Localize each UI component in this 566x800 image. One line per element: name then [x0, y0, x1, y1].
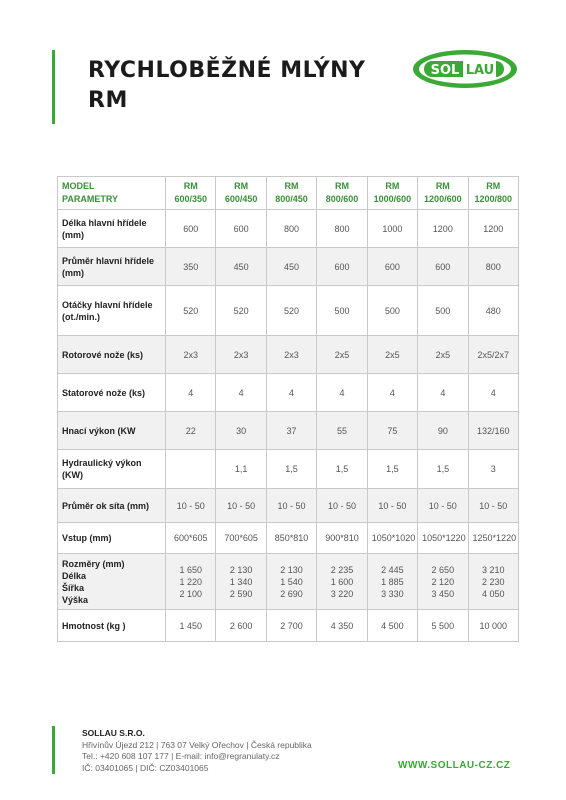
table-cell: 2x3: [266, 336, 316, 374]
table-cell: 700*605: [216, 523, 266, 554]
table-cell: 10 - 50: [216, 489, 266, 523]
table-cell: 450: [266, 248, 316, 286]
table-cell: 520: [216, 286, 266, 336]
table-cell: 10 - 50: [367, 489, 417, 523]
model-header: RM 600/350: [166, 177, 216, 210]
table-cell: 2x3: [166, 336, 216, 374]
table-cell: 1050*1220: [418, 523, 468, 554]
table-cell: 520: [166, 286, 216, 336]
table-cell: 1000: [367, 210, 417, 248]
table-cell: 55: [317, 412, 367, 450]
table-row: [58, 336, 519, 374]
table-cell: 600: [317, 248, 367, 286]
table-cell: 800: [266, 210, 316, 248]
table-cell: 600: [367, 248, 417, 286]
row-label: Hydraulický výkon (KW): [58, 450, 166, 489]
table-row: [58, 210, 519, 248]
table-cell: 850*810: [266, 523, 316, 554]
dimensions-cell: 2 130 1 340 2 590: [216, 554, 266, 610]
table-cell: 4: [367, 374, 417, 412]
row-label-dimensions: [58, 554, 166, 610]
table-cell: 800: [468, 248, 518, 286]
dimensions-length-label: Délka: [62, 570, 87, 581]
table-cell: 1200: [468, 210, 518, 248]
table-cell: 10 - 50: [317, 489, 367, 523]
table-cell: 10 - 50: [266, 489, 316, 523]
table-header-row: [58, 177, 519, 210]
table-cell: 4 500: [367, 610, 417, 642]
dimensions-cell: 2 445 1 885 3 330: [367, 554, 417, 610]
model-header: RM 600/450: [216, 177, 266, 210]
table-cell: 10 - 50: [166, 489, 216, 523]
table-cell: 900*810: [317, 523, 367, 554]
row-label: Rotorové nože (ks): [58, 336, 166, 374]
table-cell: 2x5: [317, 336, 367, 374]
table-row: [58, 450, 519, 489]
model-header: RM 1200/800: [468, 177, 518, 210]
table-row-weight: [58, 610, 519, 642]
table-cell: 5 500: [418, 610, 468, 642]
table-row: [58, 523, 519, 554]
table-row: [58, 489, 519, 523]
header-accent-bar: [52, 50, 55, 124]
model-header: RM 800/450: [266, 177, 316, 210]
page-title-line-1: RYCHLOBĚŽNÉ MLÝNY: [88, 58, 366, 83]
table-cell: 1,5: [317, 450, 367, 489]
table-cell: 4: [468, 374, 518, 412]
table-cell: 520: [266, 286, 316, 336]
logo-text-left: SOL: [430, 63, 460, 78]
table-cell: 2x5/2x7: [468, 336, 518, 374]
logo-text-right: LAU: [465, 63, 495, 78]
page-title-line-2: RM: [88, 88, 128, 113]
row-label: Hnací výkon (KW: [58, 412, 166, 450]
table-cell: 1200: [418, 210, 468, 248]
table-cell: 480: [468, 286, 518, 336]
table-cell: 500: [367, 286, 417, 336]
table-cell: 1,5: [367, 450, 417, 489]
table-cell: 1,5: [418, 450, 468, 489]
table-cell: 1250*1220: [468, 523, 518, 554]
dimensions-cell: 2 235 1 600 3 220: [317, 554, 367, 610]
table-row-dimensions: [58, 554, 519, 610]
table-cell: 600: [216, 210, 266, 248]
table-cell: 2x5: [367, 336, 417, 374]
header-label-model: MODEL: [62, 181, 95, 191]
table-row: [58, 248, 519, 286]
dimensions-width-label: Šířka: [62, 582, 85, 593]
dimensions-cell: 1 650 1 220 2 100: [166, 554, 216, 610]
footer-contact: Tel.: +420 608 107 177 | E-mail: info@regranulaty.cz: [82, 751, 280, 761]
page-title: [88, 56, 365, 116]
dimensions-cell: 2 650 2 120 3 450: [418, 554, 468, 610]
footer-website-link[interactable]: WWW.SOLLAU-CZ.CZ: [398, 760, 511, 771]
table-cell: 2x3: [216, 336, 266, 374]
table-cell: 1,5: [266, 450, 316, 489]
table-cell: 1,1: [216, 450, 266, 489]
table-cell: 450: [216, 248, 266, 286]
table-cell: 75: [367, 412, 417, 450]
table-cell: 350: [166, 248, 216, 286]
footer-company-ids: IČ: 03401065 | DIČ: CZ03401065: [82, 762, 209, 773]
model-header: RM 1000/600: [367, 177, 417, 210]
header-label-parameters: PARAMETRY: [62, 194, 118, 204]
table-row: [58, 412, 519, 450]
table-cell: 30: [216, 412, 266, 450]
table-cell: 600*605: [166, 523, 216, 554]
table-cell: 10 - 50: [418, 489, 468, 523]
table-cell: 4: [216, 374, 266, 412]
table-cell: 2 600: [216, 610, 266, 642]
dimensions-height-label: Výška: [62, 594, 89, 605]
table-cell: 4: [266, 374, 316, 412]
table-cell: 600: [166, 210, 216, 248]
model-header: RM 1200/600: [418, 177, 468, 210]
table-cell: 2x5: [418, 336, 468, 374]
dimensions-title: Rozměry (mm): [62, 558, 125, 569]
table-row: [58, 374, 519, 412]
row-label: Délka hlavní hřídele (mm): [58, 210, 166, 248]
table-cell: 132/160: [468, 412, 518, 450]
table-cell: 800: [317, 210, 367, 248]
table-cell: 4 350: [317, 610, 367, 642]
table-cell: 2 700: [266, 610, 316, 642]
table-cell: 1050*1020: [367, 523, 417, 554]
table-cell: 10 000: [468, 610, 518, 642]
footer-contact-block: [82, 728, 312, 774]
row-label: Otáčky hlavní hřídele (ot./min.): [58, 286, 166, 336]
model-header: RM 800/600: [317, 177, 367, 210]
dimensions-cell: 2 130 1 540 2 690: [266, 554, 316, 610]
parameters-table: [57, 176, 519, 642]
sollau-logo: [412, 49, 518, 89]
table-cell: [166, 450, 216, 489]
table-cell: 10 - 50: [468, 489, 518, 523]
footer-address: Hřivínův Újezd 212 | 763 07 Velký Ořechov | Česká republika: [82, 739, 312, 750]
table-cell: 90: [418, 412, 468, 450]
row-label: Průměr ok síta (mm): [58, 489, 166, 523]
table-cell: 37: [266, 412, 316, 450]
row-label-weight: Hmotnost (kg ): [58, 610, 166, 642]
row-label: Statorové nože (ks): [58, 374, 166, 412]
table-cell: 500: [317, 286, 367, 336]
table-row: [58, 286, 519, 336]
row-label: Vstup (mm): [58, 523, 166, 554]
header-cell-model-parameters: [58, 177, 166, 210]
table-cell: 3: [468, 450, 518, 489]
table-cell: 4: [418, 374, 468, 412]
footer-accent-bar: [52, 726, 55, 774]
table-cell: 4: [317, 374, 367, 412]
table-cell: 22: [166, 412, 216, 450]
dimensions-cell: 3 210 2 230 4 050: [468, 554, 518, 610]
table-cell: 4: [166, 374, 216, 412]
footer-company-name: SOLLAU S.R.O.: [82, 728, 145, 738]
row-label: Průměr hlavní hřídele (mm): [58, 248, 166, 286]
table-cell: 600: [418, 248, 468, 286]
table-cell: 500: [418, 286, 468, 336]
table-cell: 1 450: [166, 610, 216, 642]
